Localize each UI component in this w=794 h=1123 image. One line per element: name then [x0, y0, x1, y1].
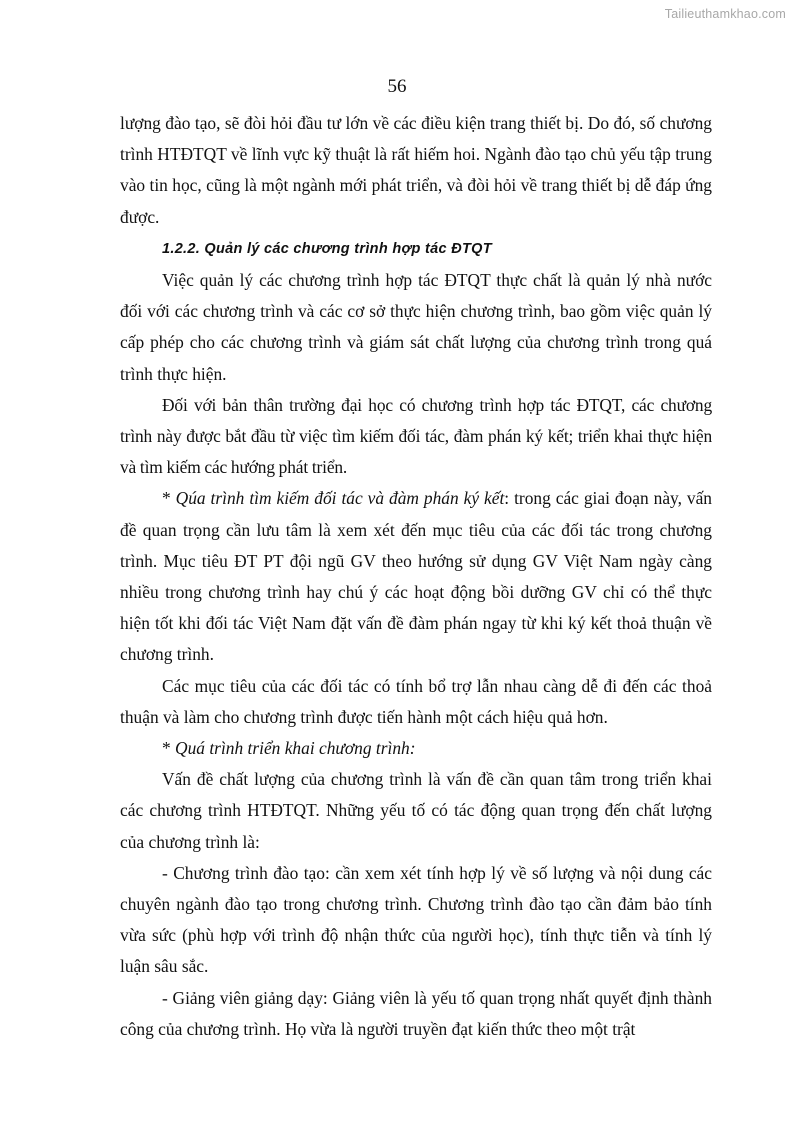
paragraph-lecturers: - Giảng viên giảng dạy: Giảng viên là yếu tố quan trọng nhất quyết định thành công của chương trình. Họ vừa là người truyền đạt kiến thức theo một trật — [120, 987, 712, 1039]
paragraph-partner-goals: Các mục tiêu của các đối tác có tính bổ trợ lẫn nhau càng dễ đi đến các thoả thuận và làm cho chương trình được tiến hành một cách hiệu quả hơn. — [120, 675, 712, 727]
paragraph-university-programs: Đối với bản thân trường đại học có chương trình hợp tác ĐTQT, các chương trình này được bắt đầu từ việc tìm kiếm đối tác, đàm phán ký kết; triển khai thực hiện và tìm kiếm các hướng phát triển. — [120, 394, 712, 478]
paragraph-management-definition: Việc quản lý các chương trình hợp tác ĐTQT thực chất là quản lý nhà nước đối với các chương trình và các cơ sở thực hiện chương trình, bao gồm việc quản lý cấp phép cho các chương trình và giám sát chất lượng của chương trình trong quá trình thực hiện. — [120, 270, 712, 384]
paragraph-continuation: lượng đào tạo, sẽ đòi hỏi đầu tư lớn về các điều kiện trang thiết bị. Do đó, số chương trình HTĐTQT về lĩnh vực kỹ thuật là rất hiếm hoi. Ngành đào tạo chủ yếu tập trung vào tin học, cũng là một ngành mới phát triển, và đòi hỏi về trang thiết bị dễ đáp ứng được. — [120, 113, 712, 227]
paragraph-quality-issue: Vấn đề chất lượng của chương trình là vấn đề cần quan tâm trong triển khai các chương trình HTĐTQT. Những yếu tố có tác động quan trọng đến chất lượng của chương trình là: — [120, 769, 712, 852]
section-heading: 1.2.2. Quản lý các chương trình hợp tác ĐTQT — [162, 240, 492, 257]
paragraph-partner-search — [120, 483, 712, 670]
italic-phrase: Quá trình triển khai chương trình: — [175, 738, 416, 759]
document-body — [120, 108, 712, 1045]
paragraph-curriculum: - Chương trình đào tạo: cần xem xét tính hợp lý về số lượng và nội dung các chuyên ngành đào tạo trong chương trình. Chương trình đào tạo cần đảm bảo tính vừa sức (phù hợp với trình độ nhận thức của người học), tính thực tiễn và tính lý luận sâu sắc. — [120, 862, 712, 977]
bullet-marker: * — [162, 738, 176, 759]
watermark: Tailieuthamkhao.com — [664, 7, 786, 21]
bullet-marker: * — [162, 488, 176, 509]
italic-phrase: Qúa trình tìm kiếm đối tác và đàm phán ký kết — [175, 488, 505, 509]
page-number: 56 — [387, 76, 407, 97]
paragraph-text: : trong các giai đoạn này, vấn đề quan trọng cần lưu tâm là xem xét đến mục tiêu của các đối tác trong chương trình. Mục tiêu ĐT PT đội ngũ GV theo hướng sử dụng GV Việt Nam ngày càng nhiều trong chương trình hay chú ý các hoạt động bồi dưỡng GV chỉ có thể thực hiện tốt khi đối tác Việt Nam đặt vấn đề đàm phán ngay từ khi ký kết thoả thuận về chương trình. — [120, 488, 713, 665]
paragraph-implementation-title — [120, 733, 712, 764]
